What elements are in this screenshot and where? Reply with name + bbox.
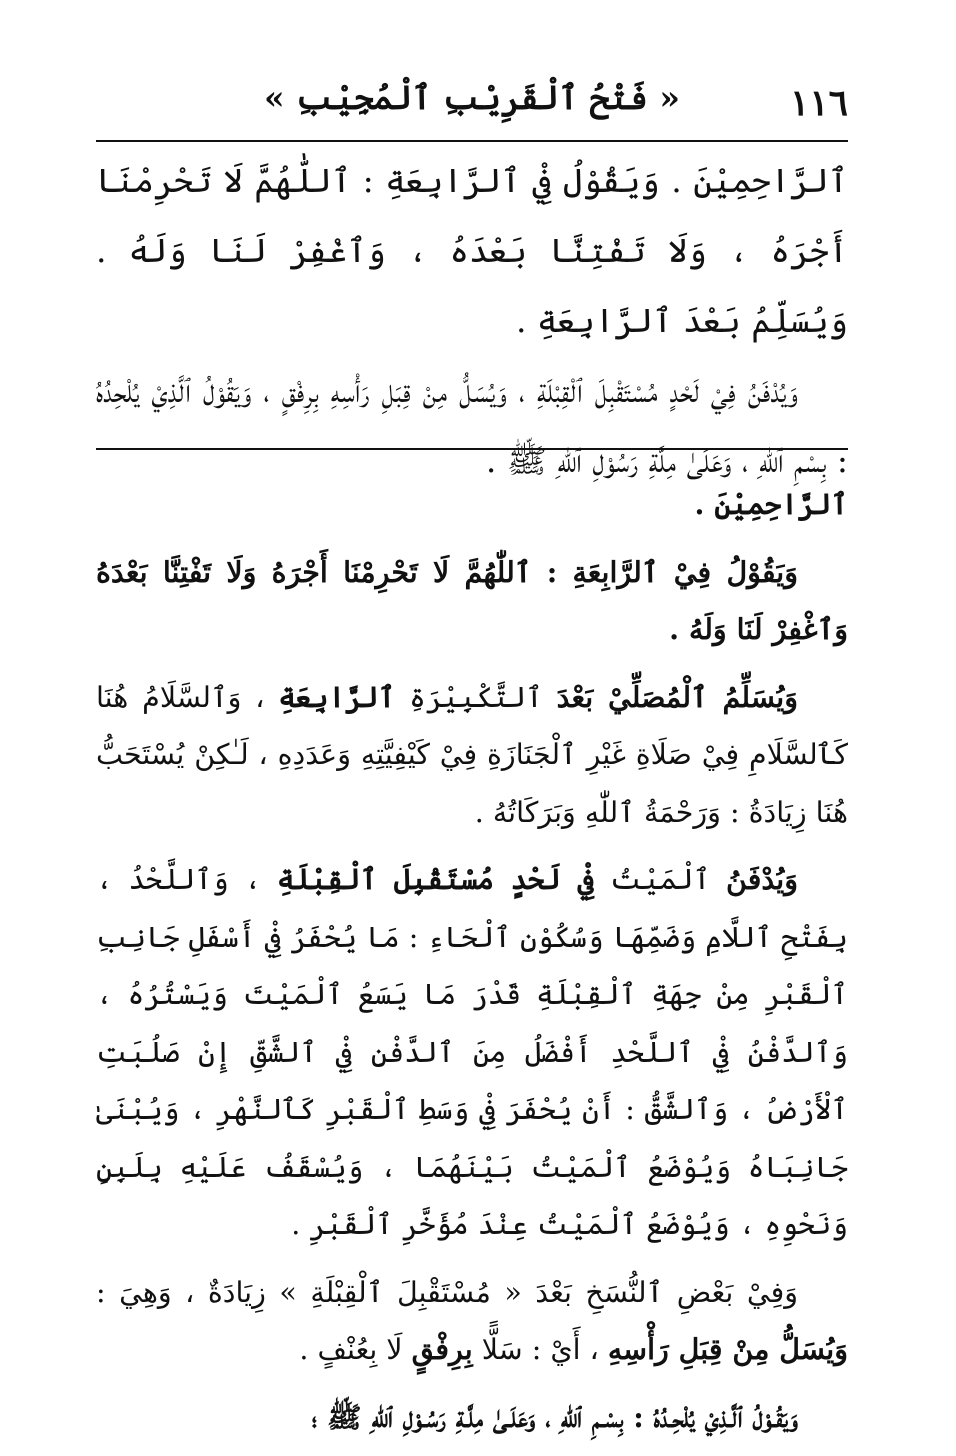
commentary-text: ، وَٱلسَّلَامُ هُنَا كَٱلسَّلَامِ فِيْ صَلَاةِ غَيْرِ ٱلْجَنَازَةِ فِيْ كَيْفِيَّتِهِ وَعَدَدِهِ ، لَـٰكِنْ يُسْتَحَبُّ هُنَا زِيَادَةُ : وَرَحْمَةُ ٱللّٰهِ وَبَرَكَاتُهُ . xyxy=(96,680,848,829)
commentary-text: وَفِيْ بَعْضِ ٱلنُّسَخِ بَعْدَ « مُسْتَقْبِلَ ٱلْقِبْلَةِ » زِيَادَةٌ ، وَهِيَ : xyxy=(96,1275,798,1309)
commentary-paragraph: ٱلرَّاحِمِيْنَ . xyxy=(694,487,848,521)
commentary-text: ٱلْمَيْتُ xyxy=(594,863,726,896)
commentary-paragraph xyxy=(96,1264,848,1379)
commentary-text: ، وَٱللَّحْدُ ، بِفَتْحِ ٱللَّامِ وَضَمِّهَا وَسُكُوْنِ ٱلْحَاءِ : مَا يُحْفَرُ فِيْ أَسْفَلِ جَانِبِ ٱلْقَبْرِ مِنْ جِهَةِ ٱلْقِبْلَةِ قَدْرَ مَا يَسَعُ ٱلْمَيْتَ وَيَسْتُرُهُ ، وَٱلدَّفْنُ فِيْ ٱللَّحْدِ أَفْضَلُ مِنَ ٱلدَّفْنِ فِيْ ٱلشَّقِّ إِنْ صَلُبَتِ ٱلْأَرْضُ ، وَٱلشَّقُّ : أَنْ يُحْفَرَ فِيْ وَسَطِ ٱلْقَبْرِ كَٱلنَّهْرِ ، وَيُبْنَىٰ جَانِبَاهُ وَيُوْضَعُ ٱلْمَيْتُ بَيْنَهُمَا ، وَيُسْقَفُ عَلَيْهِ بِلَبِنٍ وَنَحْوِهِ ، وَيُوْضَعُ ٱلْمَيْتُ عِنْدَ مُؤَخَّرِ ٱلْقَبْرِ . xyxy=(96,863,848,1241)
book-title: « فَتْحُ ٱلْقَرِيْبِ ٱلْمُجِيْبِ » xyxy=(264,78,680,117)
matn-quote: وَيُسَلِّمُ ٱلْمُصَلِّيْ بَعْدَ xyxy=(556,679,798,714)
matn-quote: فِيْ لَحْدٍ مُسْتَقْبِلَ ٱلْقِبْلَةِ xyxy=(277,862,595,896)
commentary-paragraph: وَيَقُـوْلُ ٱلَّـذِيْ يُلْحِـدُهُ : بِسْـمِ ٱللّٰهِ ، وَعَلَـىٰ مِلَّـةِ رَسُـوْلِ ٱللّٰهِ ﷺ ؛ xyxy=(311,1399,798,1434)
commentary-text: ٱلتَّكْبِيْرَةِ xyxy=(395,680,557,714)
commentary-text: ، أَيْ : سَلًّا xyxy=(472,1333,608,1366)
commentary-paragraph xyxy=(96,851,848,1254)
main-text-paragraph: وَيُدْفَنُ فِيْ لَحْدٍ مُسْتَقْبِلَ ٱلْقِبْلَةِ ، وَيُسَلُّ مِنْ قِبَلِ رَأْسِهِ بِرِفْقٍ ، وَيَقُوْلُ ٱلَّذِيْ يُلْحِدُهُ : بِسْمِ ٱللّٰهِ ، وَعَلَىٰ مِلَّةِ رَسُوْلِ ٱللّٰهِ ﷺ . xyxy=(96,371,848,480)
matn-quote: وَيُسَلُّ مِنْ قِبَلِ رَأْسِهِ xyxy=(607,1332,848,1366)
main-text xyxy=(96,146,848,496)
matn-quote: وَيُدْفَنُ xyxy=(726,862,798,896)
page-header xyxy=(96,78,848,138)
commentary-text: لَا بِعُنْفٍ . xyxy=(299,1333,412,1366)
matn-quote: ٱلرَّابِعَةِ xyxy=(278,679,396,714)
commentary-paragraph: وَيَقُوْلُ فِيْ ٱلرَّابِعَةِ : ٱللّٰهُمَّ لَا تَحْرِمْنَا أَجْرَهُ وَلَا تَفْتِنَّا بَعْدَهُ وَٱغْفِرْ لَنَا وَلَهُ . xyxy=(96,554,848,646)
page-number: ١١٦ xyxy=(789,82,848,124)
header-rule xyxy=(96,140,848,142)
matn-quote: بِرِفْقٍ xyxy=(411,1332,473,1366)
footnote-divider xyxy=(96,448,848,450)
main-text-paragraph: ٱلرَّاحِمِيْنَ . وَيَقُوْلُ فِيْ ٱلرَّابِعَةِ : ٱللّٰهُمَّ لَا تَحْرِمْنَا أَجْرَهُ ، وَلَا تَفْتِنَّا بَعْدَهُ ، وَٱغْفِرْ لَنَا وَلَهُ . وَيُسَلِّمُ بَعْدَ ٱلرَّابِعَةِ . xyxy=(96,161,848,340)
commentary xyxy=(96,476,848,1456)
commentary-paragraph xyxy=(96,669,848,842)
